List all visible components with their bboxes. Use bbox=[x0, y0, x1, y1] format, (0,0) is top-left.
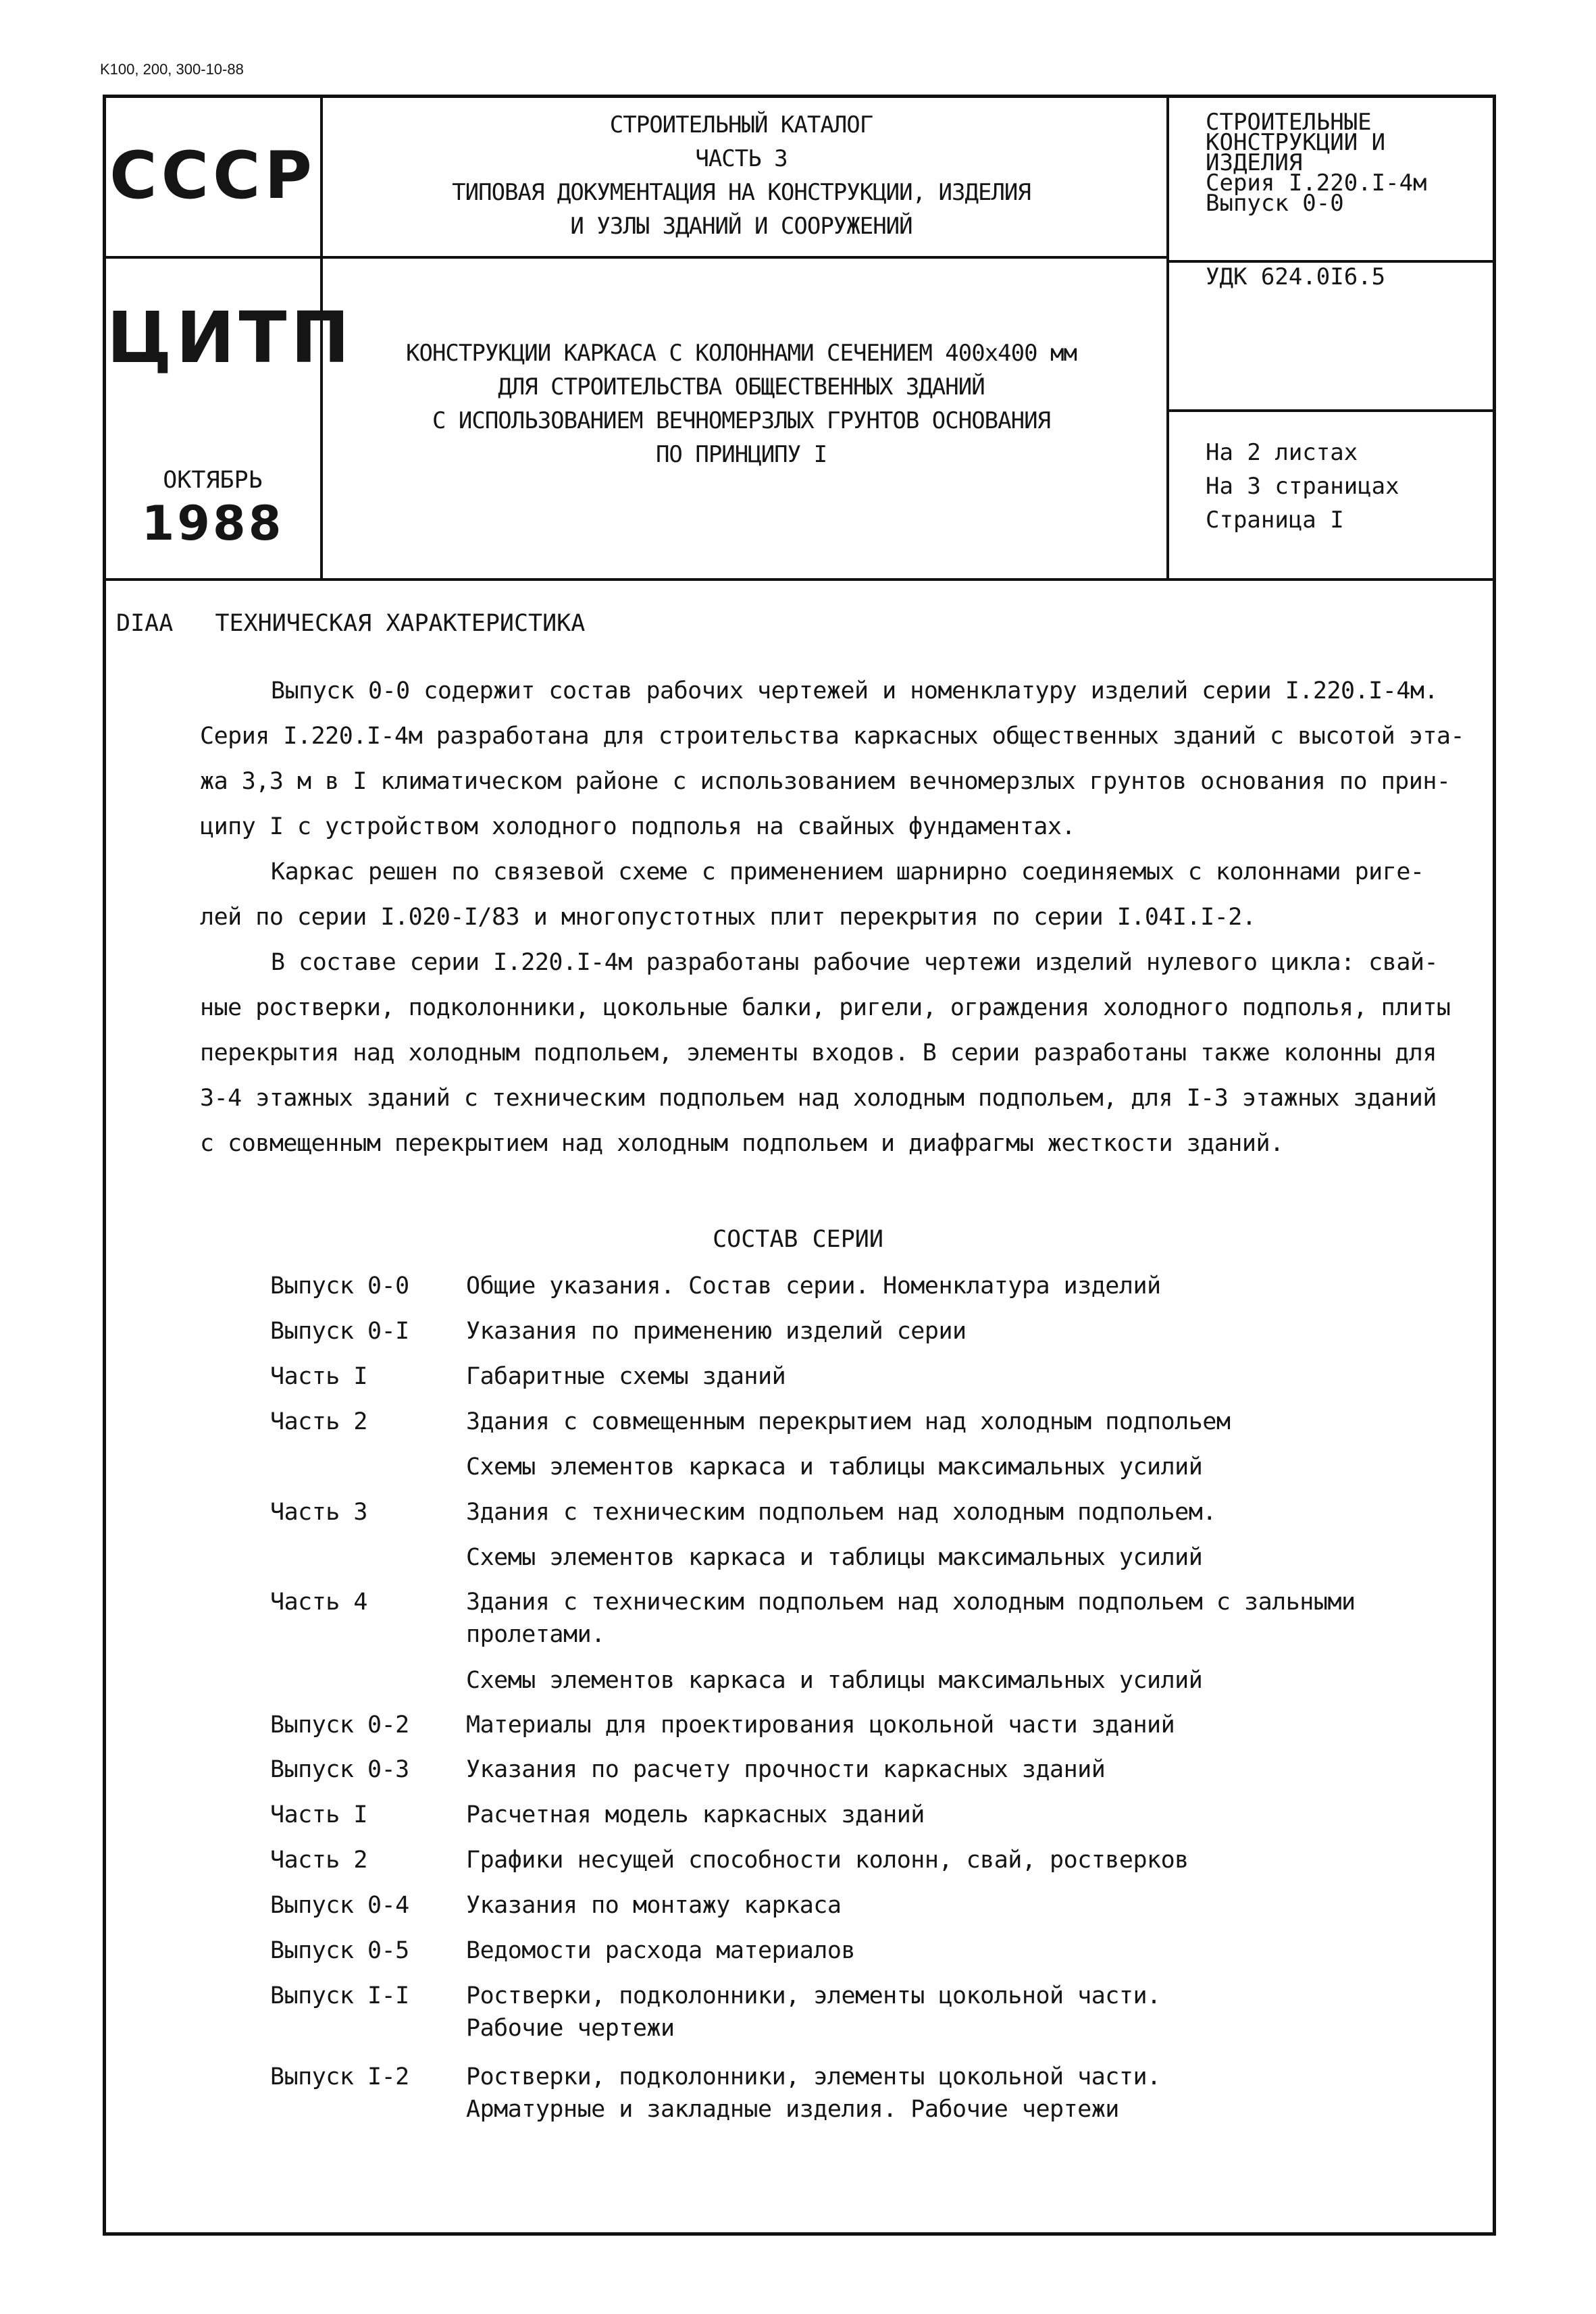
series-text: Графики несущей способности колонн, свай, ростверков bbox=[466, 1847, 1189, 1874]
document-code: K100, 200, 300-10-88 bbox=[100, 61, 244, 78]
catalog-title bbox=[321, 108, 1162, 243]
section-title: ТЕХНИЧЕСКАЯ ХАРАКТЕРИСТИКА bbox=[215, 610, 586, 637]
category-line: Выпуск 0-0 bbox=[1206, 190, 1344, 217]
series-label: Часть 4 bbox=[270, 1589, 368, 1616]
paragraph-line: Выпуск 0-0 содержит состав рабочих чертежей и номенклатуру изделий серии I.220.I-4м. bbox=[271, 677, 1439, 704]
date-year: 1988 bbox=[141, 496, 284, 551]
series-text: Схемы элементов каркаса и таблицы максимальных усилий bbox=[466, 1667, 1203, 1694]
sheets-line: Страница I bbox=[1206, 507, 1344, 534]
series-label: Часть 3 bbox=[270, 1499, 368, 1526]
category-line: СТРОИТЕЛЬНЫЕ bbox=[1206, 109, 1372, 136]
org-citp: ЦИТП bbox=[107, 297, 354, 379]
header-divider-right bbox=[1166, 98, 1169, 578]
series-label: Выпуск 0-3 bbox=[270, 1756, 409, 1783]
org-ussr: СССР bbox=[109, 138, 316, 213]
header-bottom-line bbox=[106, 578, 1496, 581]
paragraph-line: Серия I.220.I-4м разработана для строительства каркасных общественных зданий с высотой эта- bbox=[200, 723, 1465, 750]
series-label: Часть I bbox=[270, 1801, 368, 1828]
series-text: Габаритные схемы зданий bbox=[466, 1363, 786, 1390]
series-text-continued: пролетами. bbox=[466, 1621, 605, 1648]
sheets-line: На 3 страницах bbox=[1206, 473, 1399, 500]
series-text: Указания по монтажу каркаса bbox=[466, 1892, 842, 1919]
series-label: Выпуск I-I bbox=[270, 1982, 409, 2009]
series-text: Ростверки, подколонники, элементы цокольной части. bbox=[466, 2063, 1161, 2090]
udk-code: УДК 624.0I6.5 bbox=[1206, 263, 1386, 290]
series-text: Указания по расчету прочности каркасных зданий bbox=[466, 1756, 1106, 1783]
section-heading bbox=[116, 608, 585, 639]
category-line: ИЗДЕЛИЯ bbox=[1206, 149, 1303, 176]
series-text: Здания с совмещенным перекрытием над холодным подпольем bbox=[466, 1408, 1231, 1435]
series-text: Материалы для проектирования цокольной части зданий bbox=[466, 1712, 1175, 1739]
series-text-continued: Рабочие чертежи bbox=[466, 2015, 675, 2042]
series-label: Выпуск 0-5 bbox=[270, 1937, 409, 1964]
header-divider-row bbox=[106, 256, 1169, 259]
paragraph-line: 3-4 этажных зданий с техническим подпольем над холодным подпольем, для I-3 этажных зданий bbox=[200, 1085, 1437, 1112]
series-label: Часть 2 bbox=[270, 1408, 368, 1435]
series-text: Ведомости расхода материалов bbox=[466, 1937, 856, 1964]
document-title bbox=[321, 336, 1162, 471]
paragraph-line: перекрытия над холодным подпольем, элементы входов. В серии разработаны также колонны для bbox=[200, 1039, 1437, 1066]
date-month: ОКТЯБРЬ bbox=[163, 467, 263, 494]
series-text: Ростверки, подколонники, элементы цокольной части. bbox=[466, 1982, 1161, 2009]
catalog-line: ТИПОВАЯ ДОКУМЕНТАЦИЯ НА КОНСТРУКЦИИ, ИЗДЕЛИЯ bbox=[452, 179, 1031, 206]
title-line: С ИСПОЛЬЗОВАНИЕМ ВЕЧНОМЕРЗЛЫХ ГРУНТОВ ОСНОВАНИЯ bbox=[432, 407, 1051, 434]
series-text: Общие указания. Состав серии. Номенклатура изделий bbox=[466, 1272, 1161, 1300]
paragraph-line: В составе серии I.220.I-4м разработаны рабочие чертежи изделий нулевого цикла: свай- bbox=[271, 949, 1439, 976]
paragraph-line: ципу I с устройством холодного подполья на свайных фундаментах. bbox=[200, 813, 1076, 840]
udk-divider bbox=[1166, 409, 1496, 412]
series-text: Расчетная модель каркасных зданий bbox=[466, 1801, 925, 1828]
series-text: Схемы элементов каркаса и таблицы максимальных усилий bbox=[466, 1454, 1203, 1481]
series-label: Выпуск I-2 bbox=[270, 2063, 409, 2090]
sheets-line: На 2 листах bbox=[1206, 439, 1358, 466]
paragraph bbox=[200, 669, 1483, 1166]
series-text: Указания по применению изделий серии bbox=[466, 1318, 967, 1345]
series-label: Выпуск 0-I bbox=[270, 1318, 409, 1345]
series-label: Выпуск 0-0 bbox=[270, 1272, 409, 1300]
series-text: Схемы элементов каркаса и таблицы максимальных усилий bbox=[466, 1544, 1203, 1571]
series-label: Часть 2 bbox=[270, 1847, 368, 1874]
series-label: Выпуск 0-4 bbox=[270, 1892, 409, 1919]
title-line: ДЛЯ СТРОИТЕЛЬСТВА ОБЩЕСТВЕННЫХ ЗДАНИЙ bbox=[498, 374, 985, 401]
series-text-continued: Арматурные и закладные изделия. Рабочие чертежи bbox=[466, 2096, 1119, 2123]
catalog-line: ЧАСТЬ 3 bbox=[695, 145, 788, 172]
catalog-line: СТРОИТЕЛЬНЫЙ КАТАЛОГ bbox=[609, 111, 873, 138]
series-label: Часть I bbox=[270, 1363, 368, 1390]
series-text: Здания с техническим подпольем над холодным подпольем. bbox=[466, 1499, 1216, 1526]
section-code: DIAA bbox=[116, 610, 174, 637]
sheets-info bbox=[1206, 436, 1399, 537]
category-block bbox=[1206, 109, 1427, 217]
series-text: Здания с техническим подпольем над холодным подпольем с зальными bbox=[466, 1589, 1356, 1616]
title-line: КОНСТРУКЦИИ КАРКАСА С КОЛОННАМИ СЕЧЕНИЕМ 400х400 мм bbox=[406, 340, 1077, 367]
paragraph-line: ные ростверки, подколонники, цокольные балки, ригели, ограждения холодного подполья, плиты bbox=[200, 994, 1451, 1021]
paragraph-line: жа 3,3 м в I климатическом районе с использованием вечномерзлых грунтов основания по прин- bbox=[200, 768, 1451, 795]
title-line: ПО ПРИНЦИПУ I bbox=[655, 441, 827, 468]
category-line: Серия I.220.I-4м bbox=[1206, 170, 1427, 197]
series-title: СОСТАВ СЕРИИ bbox=[713, 1226, 883, 1253]
catalog-line: И УЗЛЫ ЗДАНИЙ И СООРУЖЕНИЙ bbox=[570, 213, 912, 240]
paragraph-line: Каркас решен по связевой схеме с применением шарнирно соединяемых с колоннами риге- bbox=[271, 858, 1424, 885]
paragraph-line: лей по серии I.020-I/83 и многопустотных плит перекрытия по серии I.04I.I-2. bbox=[200, 904, 1256, 931]
category-line: КОНСТРУКЦИИ И bbox=[1206, 129, 1386, 156]
paragraph-line: с совмещенным перекрытием над холодным подпольем и диафрагмы жесткости зданий. bbox=[200, 1130, 1284, 1157]
series-label: Выпуск 0-2 bbox=[270, 1712, 409, 1739]
